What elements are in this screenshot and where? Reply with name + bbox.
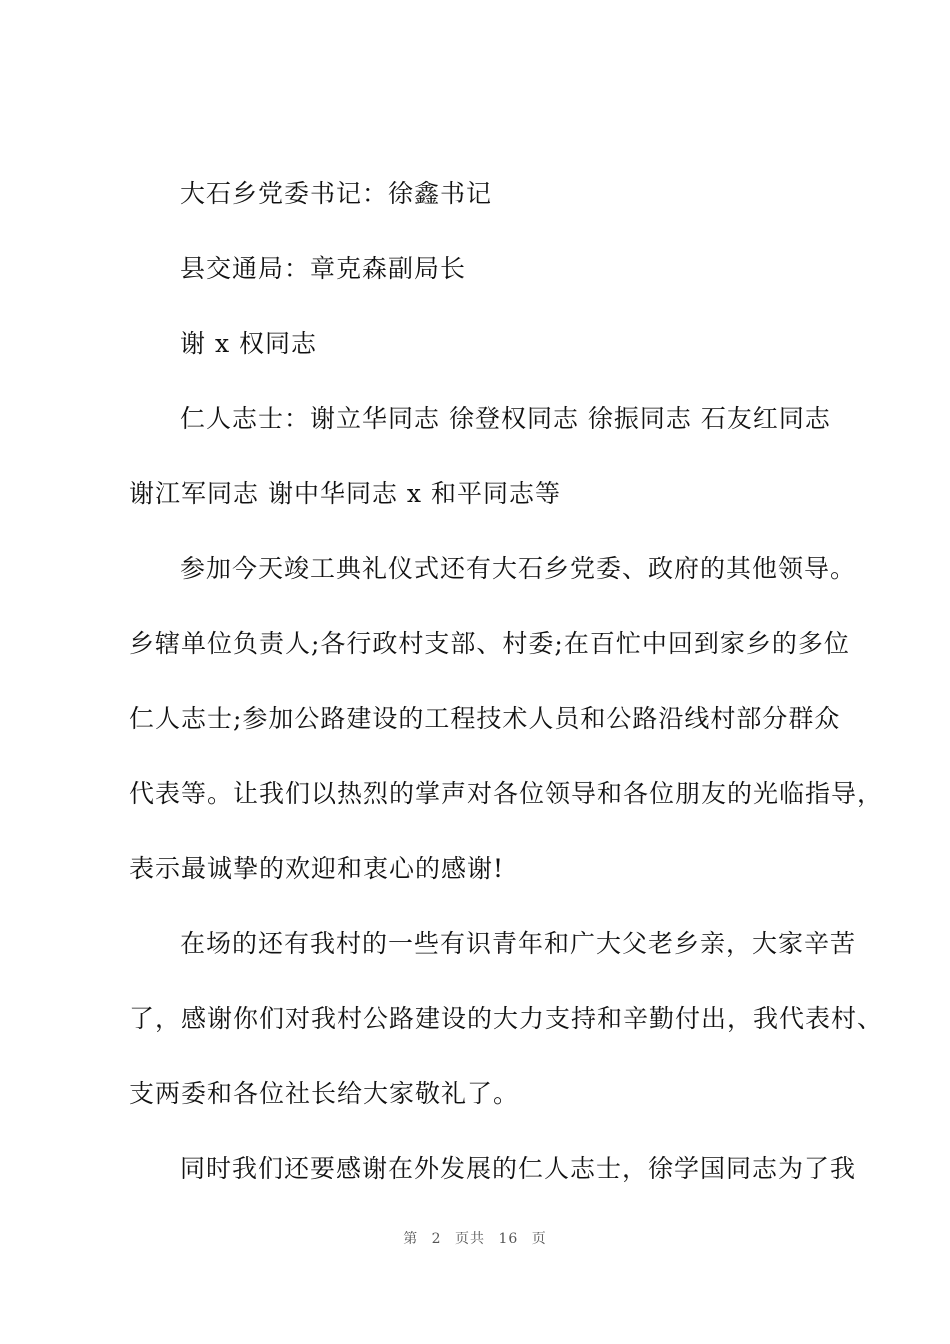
text-line-9: 代表等。让我们以热烈的掌声对各位领导和各位朋友的光临指导， — [129, 779, 884, 808]
text-line-8: 仁人志士;参加公路建设的工程技术人员和公路沿线村部分群众 — [129, 704, 841, 733]
text-line-12: 了，感谢你们对我村公路建设的大力支持和辛勤付出，我代表村、 — [129, 1004, 884, 1033]
text-line-2: 县交通局：章克森副局长 — [180, 254, 467, 283]
text-line-4: 仁人志士：谢立华同志 徐登权同志 徐振同志 石友红同志 — [180, 404, 831, 433]
text-line-7: 乡辖单位负责人;各行政村支部、村委;在百忙中回到家乡的多位 — [129, 629, 850, 658]
text-line-10: 表示最诚挚的欢迎和衷心的感谢! — [129, 854, 505, 883]
page-number-footer: 第 2 页共 16 页 — [403, 1231, 547, 1247]
text-line-1: 大石乡党委书记：徐鑫书记 — [180, 179, 493, 208]
text-line-5: 谢江军同志 谢中华同志 x 和平同志等 — [129, 479, 561, 508]
text-line-6: 参加今天竣工典礼仪式还有大石乡党委、政府的其他领导。 — [180, 554, 857, 583]
text-line-13: 支两委和各位社长给大家敬礼了。 — [129, 1079, 520, 1108]
text-line-14: 同时我们还要感谢在外发展的仁人志士，徐学国同志为了我 — [180, 1154, 857, 1183]
text-line-11: 在场的还有我村的一些有识青年和广大父老乡亲，大家辛苦 — [180, 929, 857, 958]
text-line-3: 谢 x 权同志 — [180, 329, 317, 358]
